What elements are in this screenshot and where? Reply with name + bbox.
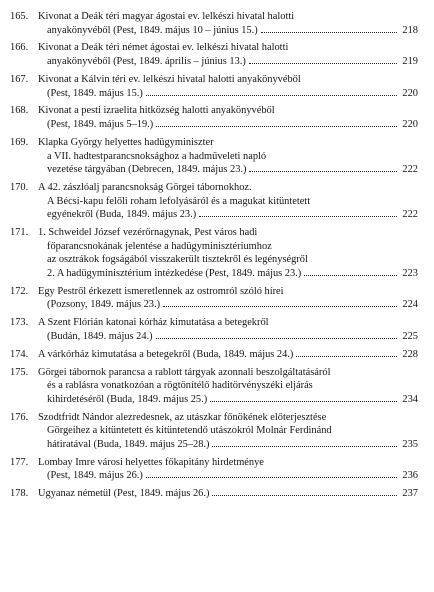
- dot-leader: [249, 62, 397, 64]
- entry-number: 168.: [10, 105, 29, 117]
- toc-entry: [10, 41, 418, 68]
- toc-entry: [10, 487, 418, 501]
- dot-leader: [163, 305, 397, 307]
- page-number: 223: [402, 267, 418, 279]
- entry-line: egyénekről (Buda, 1849. május 23.): [47, 209, 197, 221]
- dot-leader: [146, 476, 397, 478]
- toc-entry: [10, 10, 418, 37]
- entry-line: kihirdetéséről (Buda, 1849. május 25.): [47, 393, 208, 405]
- dot-leader: [210, 400, 397, 402]
- entry-last-line: [38, 24, 418, 38]
- entry-line: A Szent Flórián katonai kórház kimutatása a betegekről: [38, 317, 269, 329]
- entry-line: Kivonat a Deák téri német ágostai ev. lelkészi hivatal halotti: [38, 42, 289, 54]
- dot-leader: [261, 31, 397, 33]
- entry-last-line: [38, 469, 418, 483]
- entry-number: 169.: [10, 136, 29, 148]
- entry-text: [38, 136, 418, 177]
- entry-line: anyakönyvéből (Pest, 1849. április – június 13.): [47, 56, 246, 68]
- toc-entry: [10, 348, 418, 362]
- page-number: 218: [402, 24, 418, 36]
- entry-line: (Pozsony, 1849. május 23.): [47, 299, 161, 311]
- entry-line: Szodtfridt Nándor alezredesnek, az utászkar főnökének előterjesztése: [38, 411, 327, 423]
- entry-line: (Pest, 1849. május 5–19.): [47, 119, 154, 131]
- dot-leader: [249, 170, 397, 172]
- entry-line: 2. A hadügyminisztérium intézkedése (Pest, 1849. május 23.): [47, 267, 302, 279]
- dot-leader: [199, 215, 397, 217]
- entry-text: [38, 366, 418, 407]
- entry-number: 171.: [10, 227, 29, 239]
- toc-entry: [10, 456, 418, 483]
- entry-last-line: [38, 348, 418, 362]
- toc-entry: [10, 73, 418, 100]
- dot-leader: [212, 494, 397, 496]
- entry-text: [38, 73, 418, 100]
- entry-line: Egy Pestről érkezett ismeretlennek az ostromról szóló hírei: [38, 285, 284, 297]
- page-number: 220: [402, 87, 418, 99]
- toc-entry: [10, 136, 418, 177]
- entry-last-line: [38, 118, 418, 132]
- entry-last-line: [38, 163, 418, 177]
- entry-text: [38, 41, 418, 68]
- entry-last-line: [38, 438, 418, 452]
- entry-line: Lombay Imre városi helyettes főkapitány hirdetménye: [38, 456, 264, 468]
- entry-line: (Pest, 1849. május 26.): [47, 470, 143, 482]
- toc-entry: [10, 104, 418, 131]
- entry-text: [38, 487, 418, 501]
- entry-text: [38, 348, 418, 362]
- entry-text: [38, 411, 418, 452]
- entry-number: 175.: [10, 366, 29, 378]
- entry-text: [38, 226, 418, 280]
- entry-last-line: [38, 298, 418, 312]
- table-of-contents: [10, 10, 418, 505]
- entry-last-line: [38, 87, 418, 101]
- entry-line: (Budán, 1849. május 24.): [47, 330, 153, 342]
- entry-last-line: [38, 393, 418, 407]
- page-number: 234: [402, 393, 418, 405]
- entry-line: A Bécsi-kapu felőli roham lefolyásáról és a magukat kitüntetett: [47, 195, 311, 207]
- entry-line: Görgei tábornok parancsa a rablott tárgyak azonnali beszolgáltatásáról: [38, 366, 331, 378]
- dot-leader: [304, 274, 397, 276]
- page-number: 220: [402, 119, 418, 131]
- entry-line: Kivonat a pesti izraelita hitközség halotti anyakönyvéből: [38, 105, 275, 117]
- page-number: 222: [402, 164, 418, 176]
- entry-line: A várkórház kimutatása a betegekről (Buda, 1849. május 24.): [38, 348, 294, 360]
- entry-number: 170.: [10, 182, 29, 194]
- page-number: 224: [402, 299, 418, 311]
- toc-entry: [10, 226, 418, 280]
- entry-line: főparancsnokának jelentése a hadügyminisztériumhoz: [47, 240, 272, 252]
- entry-number: 177.: [10, 456, 29, 468]
- entry-last-line: [38, 208, 418, 222]
- entry-line: 1. Schweidel József vezérőrnagynak, Pest város hadi: [38, 227, 258, 239]
- entry-line: Ugyanaz németül (Pest, 1849. május 26.): [38, 488, 210, 500]
- page-number: 222: [402, 209, 418, 221]
- page-number: 228: [402, 348, 418, 360]
- entry-line: az osztrákok fogságából visszakerült tisztekről és legénységről: [47, 254, 308, 266]
- toc-entry: [10, 316, 418, 343]
- dot-leader: [156, 337, 397, 339]
- entry-last-line: [38, 55, 418, 69]
- entry-number: 173.: [10, 317, 29, 329]
- page-number: 219: [402, 56, 418, 68]
- entry-number: 174.: [10, 348, 29, 360]
- entry-line: anyakönyvéből (Pest, 1849. május 10 – június 15.): [47, 24, 258, 36]
- dot-leader: [296, 355, 397, 357]
- entry-line: és a rablásra vonatkozóan a rögtönítélő haditörvényszéki eljárás: [47, 380, 313, 392]
- entry-line: Kivonat a Deák téri magyar ágostai ev. lelkészi hivatal halotti: [38, 11, 295, 22]
- entry-text: [38, 316, 418, 343]
- dot-leader: [212, 445, 397, 447]
- entry-line: Kivonat a Kálvin téri ev. lelkészi hivatal halotti anyakönyvéből: [38, 73, 301, 85]
- entry-line: hátiratával (Buda, 1849. május 25–28.): [47, 438, 210, 450]
- entry-text: [38, 181, 418, 222]
- entry-line: (Pest, 1849. május 15.): [47, 87, 143, 99]
- entry-line: Görgeihez a kitüntetett és kitüntetendő utászokról Molnár Ferdinánd: [47, 425, 332, 437]
- dot-leader: [146, 94, 397, 96]
- entry-number: 178.: [10, 488, 29, 500]
- entry-number: 167.: [10, 73, 29, 85]
- entry-text: [38, 285, 418, 312]
- entry-line: vezetése tárgyában (Debrecen, 1849. május 23.): [47, 164, 247, 176]
- entry-number: 176.: [10, 411, 29, 423]
- entry-line: a VII. hadtestparancsnoksághoz a hadműveleti napló: [47, 150, 267, 162]
- page-number: 225: [402, 330, 418, 342]
- page-number: 235: [402, 438, 418, 450]
- entry-number: 172.: [10, 285, 29, 297]
- entry-number: 166.: [10, 42, 29, 54]
- entry-last-line: [38, 330, 418, 344]
- entry-text: [38, 456, 418, 483]
- entry-text: [38, 10, 418, 37]
- entry-text: [38, 104, 418, 131]
- entry-last-line: [38, 267, 418, 281]
- entry-line: Klapka György helyettes hadügyminiszter: [38, 136, 214, 148]
- entry-last-line: [38, 487, 418, 501]
- dot-leader: [156, 125, 397, 127]
- toc-entry: [10, 366, 418, 407]
- page-number: 236: [402, 470, 418, 482]
- entry-line: A 42. zászlóalj parancsnokság Görgei tábornokhoz.: [38, 182, 252, 194]
- toc-entry: [10, 181, 418, 222]
- page-number: 237: [402, 488, 418, 500]
- toc-entry: [10, 411, 418, 452]
- entry-number: 165.: [10, 11, 29, 22]
- toc-entry: [10, 285, 418, 312]
